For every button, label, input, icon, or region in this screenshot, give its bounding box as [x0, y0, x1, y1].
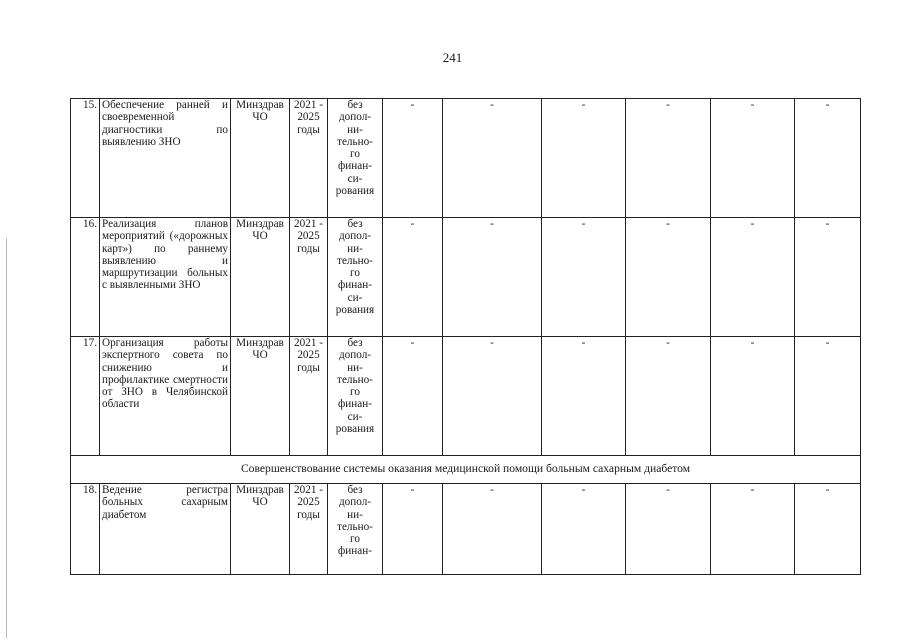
- financing-source: без допол- ни- тельно- го финан- си- рования: [328, 99, 383, 218]
- measure-name: Организация работы экспертного совета по снижению и профилактике смертности от ЗНО в Челябинской области: [100, 337, 231, 456]
- value-cell: -: [795, 99, 861, 218]
- row-number: 16.: [71, 218, 100, 337]
- value-cell: -: [383, 99, 443, 218]
- period: 2021 - 2025 годы: [290, 484, 328, 575]
- table-row: [71, 99, 861, 218]
- value-cell: -: [711, 484, 795, 575]
- period: 2021 - 2025 годы: [290, 337, 328, 456]
- row-number: 18.: [71, 484, 100, 575]
- value-cell: -: [795, 484, 861, 575]
- measure-name: Ведение регистра больных сахарным диабетом: [100, 484, 231, 575]
- row-number: 15.: [71, 99, 100, 218]
- scan-margin-line: [6, 238, 7, 638]
- table-row: [71, 484, 861, 575]
- section-header-row: [71, 456, 861, 484]
- measure-name: Реализация планов мероприятий («дорожных карт») по раннему выявлению и маршрутизации больных с выявленными ЗНО: [100, 218, 231, 337]
- page-number: 241: [442, 50, 463, 65]
- executor: Минздрав ЧО: [231, 99, 290, 218]
- executor: Минздрав ЧО: [231, 337, 290, 456]
- period: 2021 - 2025 годы: [290, 99, 328, 218]
- value-cell: -: [542, 337, 626, 456]
- table-row: [71, 337, 861, 456]
- value-cell: -: [383, 218, 443, 337]
- value-cell: -: [542, 99, 626, 218]
- value-cell: -: [711, 218, 795, 337]
- table-row: [71, 218, 861, 337]
- measure-name: Обеспечение ранней и своевременной диагностики по выявлению ЗНО: [100, 99, 231, 218]
- row-number: 17.: [71, 337, 100, 456]
- value-cell: -: [542, 218, 626, 337]
- value-cell: -: [626, 484, 711, 575]
- executor: Минздрав ЧО: [231, 484, 290, 575]
- value-cell: -: [443, 337, 542, 456]
- financing-source: без допол- ни- тельно- го финан- си- рования: [328, 218, 383, 337]
- value-cell: -: [443, 99, 542, 218]
- financing-source: без допол- ни- тельно- го финан-: [328, 484, 383, 575]
- value-cell: -: [383, 337, 443, 456]
- measures-table: [70, 98, 861, 575]
- financing-source: без допол- ни- тельно- го финан- си- рования: [328, 337, 383, 456]
- value-cell: -: [795, 218, 861, 337]
- value-cell: -: [626, 99, 711, 218]
- value-cell: -: [443, 484, 542, 575]
- value-cell: -: [626, 218, 711, 337]
- value-cell: -: [443, 218, 542, 337]
- value-cell: -: [383, 484, 443, 575]
- value-cell: -: [711, 337, 795, 456]
- value-cell: -: [795, 337, 861, 456]
- executor: Минздрав ЧО: [231, 218, 290, 337]
- value-cell: -: [711, 99, 795, 218]
- period: 2021 - 2025 годы: [290, 218, 328, 337]
- section-title: Совершенствование системы оказания медицинской помощи больным сахарным диабетом: [71, 456, 861, 484]
- value-cell: -: [542, 484, 626, 575]
- value-cell: -: [626, 337, 711, 456]
